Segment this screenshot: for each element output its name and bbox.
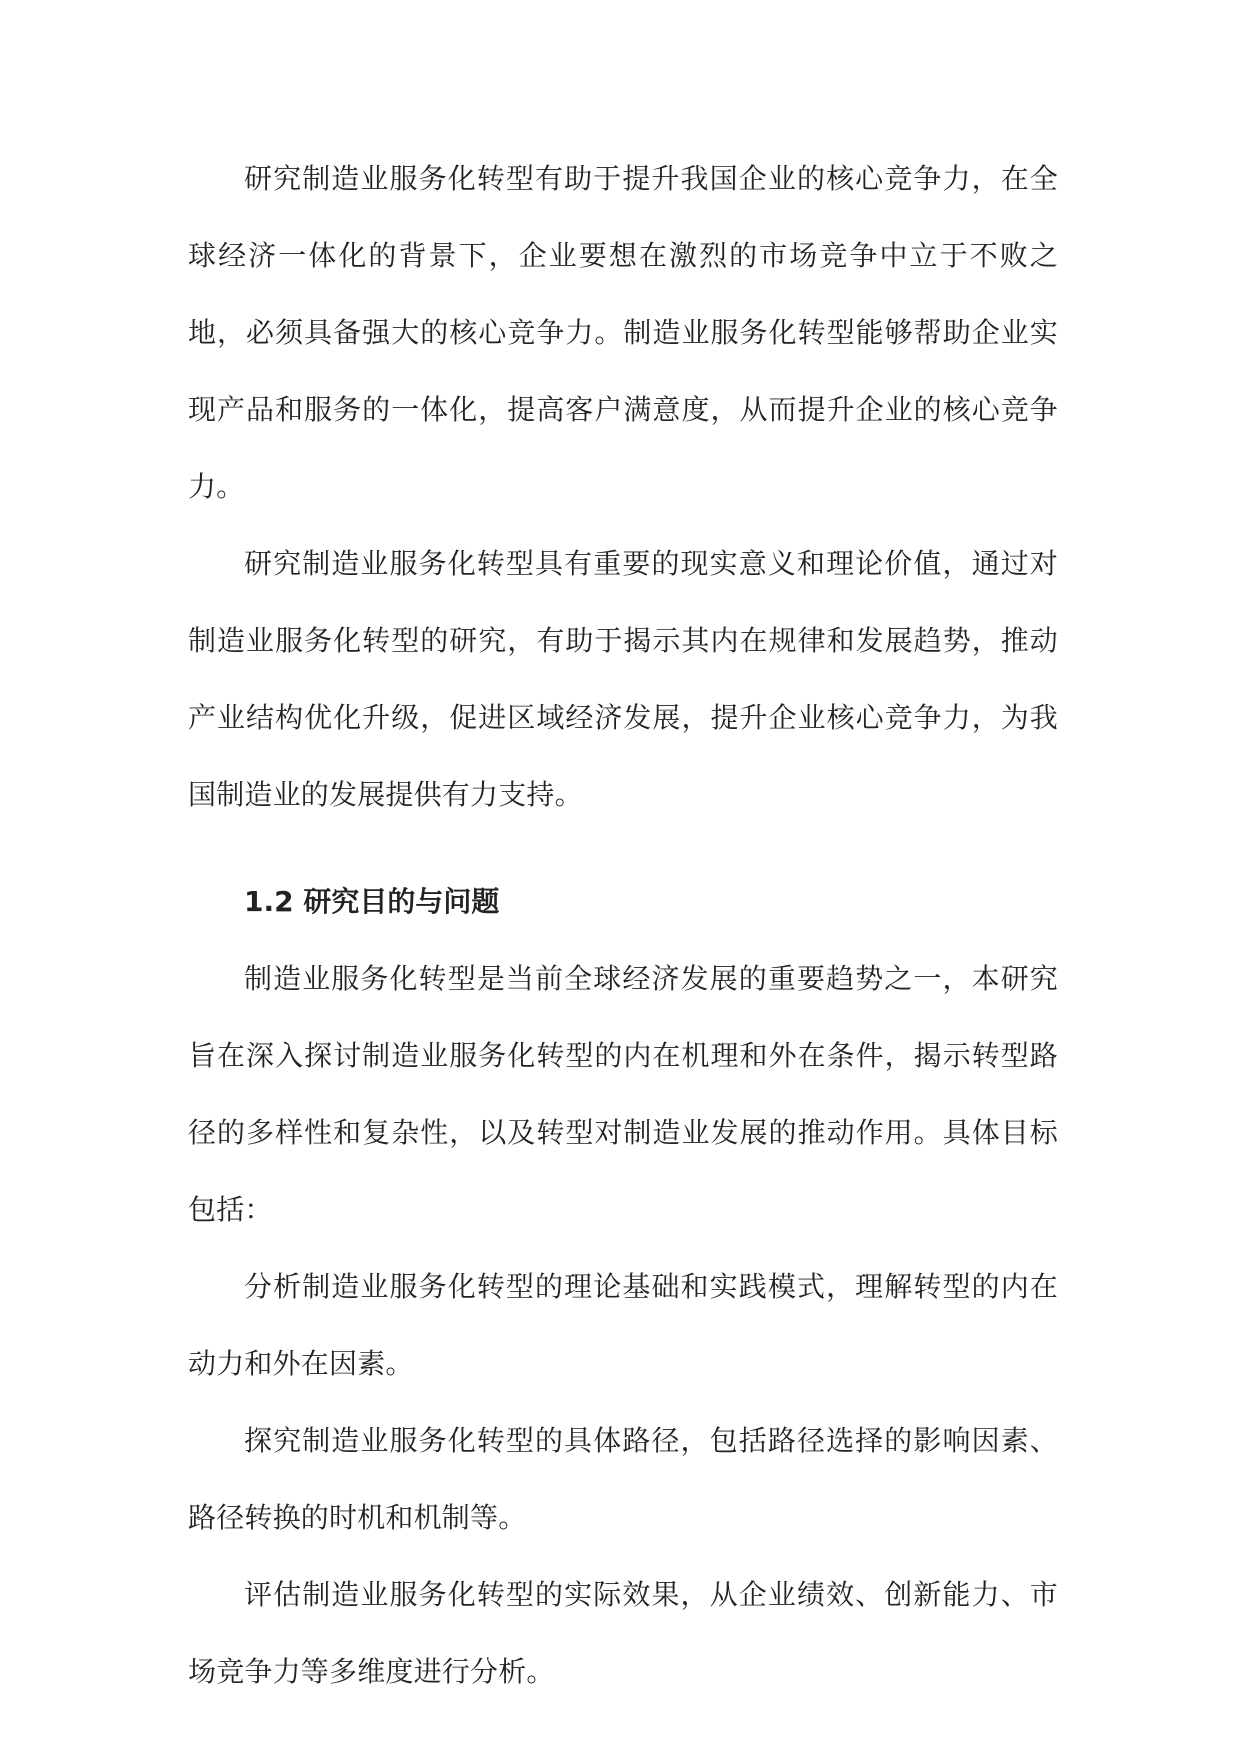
paragraph-goal-evaluation: 评估制造业服务化转型的实际效果，从企业绩效、创新能力、市场竞争力等多维度进行分析。: [188, 1578, 1058, 1688]
paragraph-core-competitiveness: 研究制造业服务化转型有助于提升我国企业的核心竞争力，在全球经济一体化的背景下，企业要想在激烈的市场竞争中立于不败之地，必须具备强大的核心竞争力。制造业服务化转型能够帮助企业实现产品和服务的一体化，提高客户满意度，从而提升企业的核心竞争力。: [188, 162, 1058, 503]
document-body: [188, 140, 1058, 1710]
paragraph-research-significance: 研究制造业服务化转型具有重要的现实意义和理论价值，通过对制造业服务化转型的研究，有助于揭示其内在规律和发展趋势，推动产业结构优化升级，促进区域经济发展，提升企业核心竞争力，为我国制造业的发展提供有力支持。: [188, 547, 1058, 811]
paragraph-research-purpose: 制造业服务化转型是当前全球经济发展的重要趋势之一，本研究旨在深入探讨制造业服务化转型的内在机理和外在条件，揭示转型路径的多样性和复杂性，以及转型对制造业发展的推动作用。具体目标包括：: [188, 962, 1058, 1226]
paragraph-goal-path: 探究制造业服务化转型的具体路径，包括路径选择的影响因素、路径转换的时机和机制等。: [188, 1424, 1058, 1534]
section-heading: 1.2 研究目的与问题: [244, 885, 500, 918]
paragraph-goal-theory: 分析制造业服务化转型的理论基础和实践模式，理解转型的内在动力和外在因素。: [188, 1270, 1058, 1380]
